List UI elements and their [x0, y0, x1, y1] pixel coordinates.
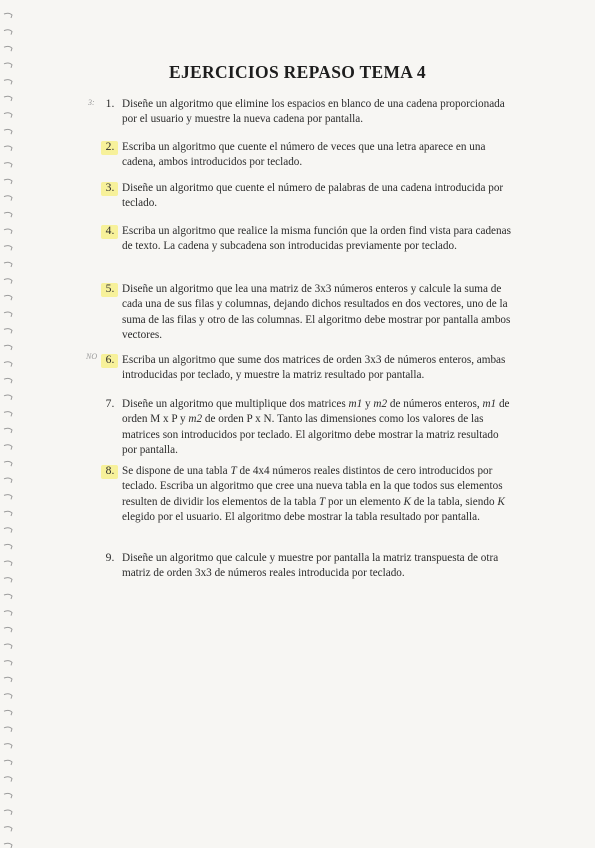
- spiral-hole: [4, 777, 12, 782]
- spiral-hole: [4, 279, 12, 284]
- spiral-hole: [4, 644, 12, 649]
- page-title: EJERCICIOS REPASO TEMA 4: [169, 62, 426, 82]
- margin-mark-1: 3:: [88, 98, 95, 107]
- spiral-hole: [4, 594, 12, 599]
- exercise-number-7: 7.: [105, 397, 115, 410]
- exercise-text-2: Escriba un algoritmo que cuente el número de veces que una letra aparece en una cadena, ambos introducidos por teclado.: [122, 141, 486, 169]
- exercise-text-6: Escriba un algoritmo que sume dos matrices de orden 3x3 de números enteros, ambas introducidas por teclado, y muestre la matriz resultado por pantalla.: [122, 354, 506, 382]
- exercise-text-3: Diseñe un algoritmo que cuente el número de palabras de una cadena introducida por teclado.: [122, 182, 504, 210]
- spiral-hole: [4, 827, 12, 832]
- spiral-hole: [4, 329, 12, 334]
- spiral-hole: [4, 578, 12, 583]
- exercise-number-9: 9.: [105, 551, 115, 564]
- spiral-hole: [4, 13, 12, 18]
- spiral-hole: [4, 843, 12, 848]
- spiral-hole: [4, 627, 12, 632]
- spiral-hole: [4, 345, 12, 350]
- spiral-hole: [4, 395, 12, 400]
- spiral-hole: [4, 694, 12, 699]
- exercise-text-8: Se dispone de una tabla T de 4x4 números reales distintos de cero introducidos por teclado. Escriba un algoritmo que cree una nueva tabla en la que todos sus elementos resulten de dividir los elementos de la tabla T por un elemento K de la tabla, siendo K elegido por el usuario. El algoritmo debe mostrar la tabla resultado por pantalla.: [122, 465, 505, 524]
- notebook-spiral-holes: [0, 0, 24, 848]
- exercise-text-1: Diseñe un algoritmo que elimine los espacios en blanco de una cadena proporcionada por el usuario y muestre la nueva cadena por pantalla.: [122, 98, 505, 126]
- spiral-hole: [4, 146, 12, 151]
- exercise-text-7: Diseñe un algoritmo que multiplique dos matrices m1 y m2 de números enteros, m1 de orden M x P y m2 de orden P x N. Tanto las dimensiones como los valores de las matrices son introducidos por teclado. El algoritmo debe mostrar la matriz resultado por pantalla.: [122, 398, 510, 457]
- spiral-hole: [4, 478, 12, 483]
- spiral-hole: [4, 113, 12, 118]
- spiral-hole: [4, 46, 12, 51]
- exercise-number-8: 8.: [105, 464, 115, 477]
- exercise-number-2: 2.: [105, 140, 115, 153]
- spiral-hole: [4, 196, 12, 201]
- spiral-hole: [4, 179, 12, 184]
- spiral-hole: [4, 212, 12, 217]
- spiral-hole: [4, 262, 12, 267]
- spiral-hole: [4, 727, 12, 732]
- exercise-number-3: 3.: [105, 181, 115, 194]
- spiral-hole: [4, 810, 12, 815]
- spiral-hole: [4, 611, 12, 616]
- spiral-hole: [4, 511, 12, 516]
- spiral-hole: [4, 96, 12, 101]
- exercise-number-4: 4.: [105, 224, 115, 237]
- spiral-hole: [4, 312, 12, 317]
- spiral-hole: [4, 710, 12, 715]
- spiral-hole: [4, 163, 12, 168]
- spiral-hole: [4, 661, 12, 666]
- exercise-text-4: Escriba un algoritmo que realice la misma función que la orden find vista para cadenas de texto. La cadena y subcadena son introducidas previamente por teclado.: [122, 225, 511, 253]
- spiral-hole: [4, 445, 12, 450]
- spiral-hole: [4, 428, 12, 433]
- spiral-hole: [4, 528, 12, 533]
- exercise-number-5: 5.: [105, 282, 115, 295]
- spiral-hole: [4, 246, 12, 251]
- spiral-hole: [4, 461, 12, 466]
- spiral-hole: [4, 760, 12, 765]
- spiral-hole: [4, 561, 12, 566]
- spiral-hole: [4, 129, 12, 134]
- exercise-number-6: 6.: [105, 353, 115, 366]
- spiral-hole: [4, 793, 12, 798]
- spiral-hole: [4, 744, 12, 749]
- spiral-hole: [4, 677, 12, 682]
- margin-mark-6: NO: [86, 352, 98, 361]
- spiral-hole: [4, 362, 12, 367]
- exercise-number-1: 1.: [105, 97, 115, 110]
- spiral-hole: [4, 544, 12, 549]
- spiral-hole: [4, 412, 12, 417]
- spiral-hole: [4, 495, 12, 500]
- spiral-hole: [4, 30, 12, 35]
- spiral-hole: [4, 229, 12, 234]
- exercise-text-5: Diseñe un algoritmo que lea una matriz de 3x3 números enteros y calcule la suma de cada una de sus filas y columnas, dejando dichos resultados en dos vectores, uno de la suma de las filas y otro de las columnas. El algoritmo debe mostrar por pantalla ambos vectores.: [122, 283, 511, 342]
- spiral-hole: [4, 295, 12, 300]
- spiral-hole: [4, 378, 12, 383]
- exercise-text-9: Diseñe un algoritmo que calcule y muestre por pantalla la matriz transpuesta de otra matriz de orden 3x3 de números reales introducida por teclado.: [122, 552, 499, 580]
